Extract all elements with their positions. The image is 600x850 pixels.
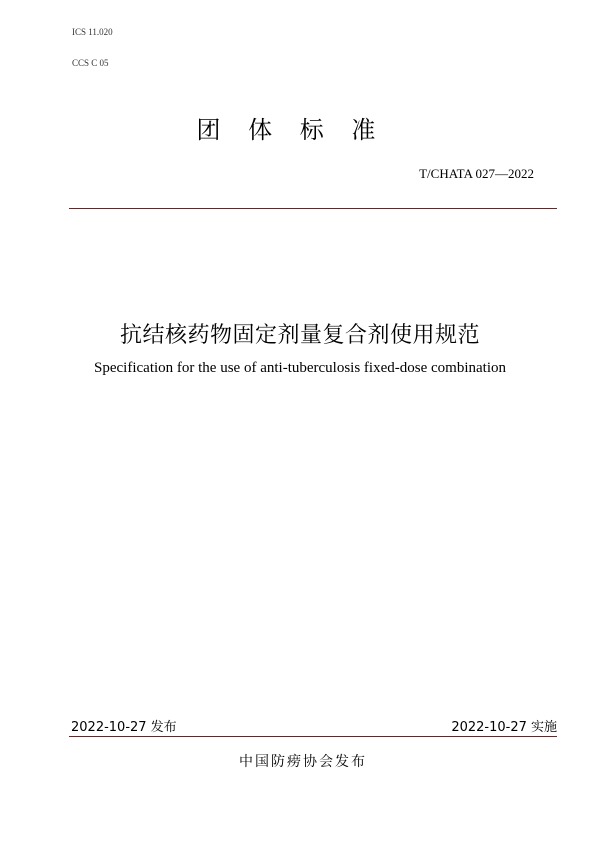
publisher: 中国防痨协会发布 xyxy=(239,754,367,770)
bottom-divider xyxy=(69,736,557,737)
issue-date: 2022-10-27 发布 xyxy=(71,720,177,735)
title-english: Specification for the use of anti-tuberculosis fixed-dose combination xyxy=(94,360,506,376)
standard-type: 团 体 标 准 xyxy=(196,116,386,144)
ccs-code: CCS C 05 xyxy=(72,58,109,68)
standard-number: T/CHATA 027—2022 xyxy=(419,166,534,181)
title-chinese: 抗结核药物固定剂量复合剂使用规范 xyxy=(119,323,480,348)
implementation-date: 2022-10-27 实施 xyxy=(451,720,557,735)
top-divider xyxy=(69,208,557,209)
ics-code: ICS 11.020 xyxy=(72,27,113,37)
